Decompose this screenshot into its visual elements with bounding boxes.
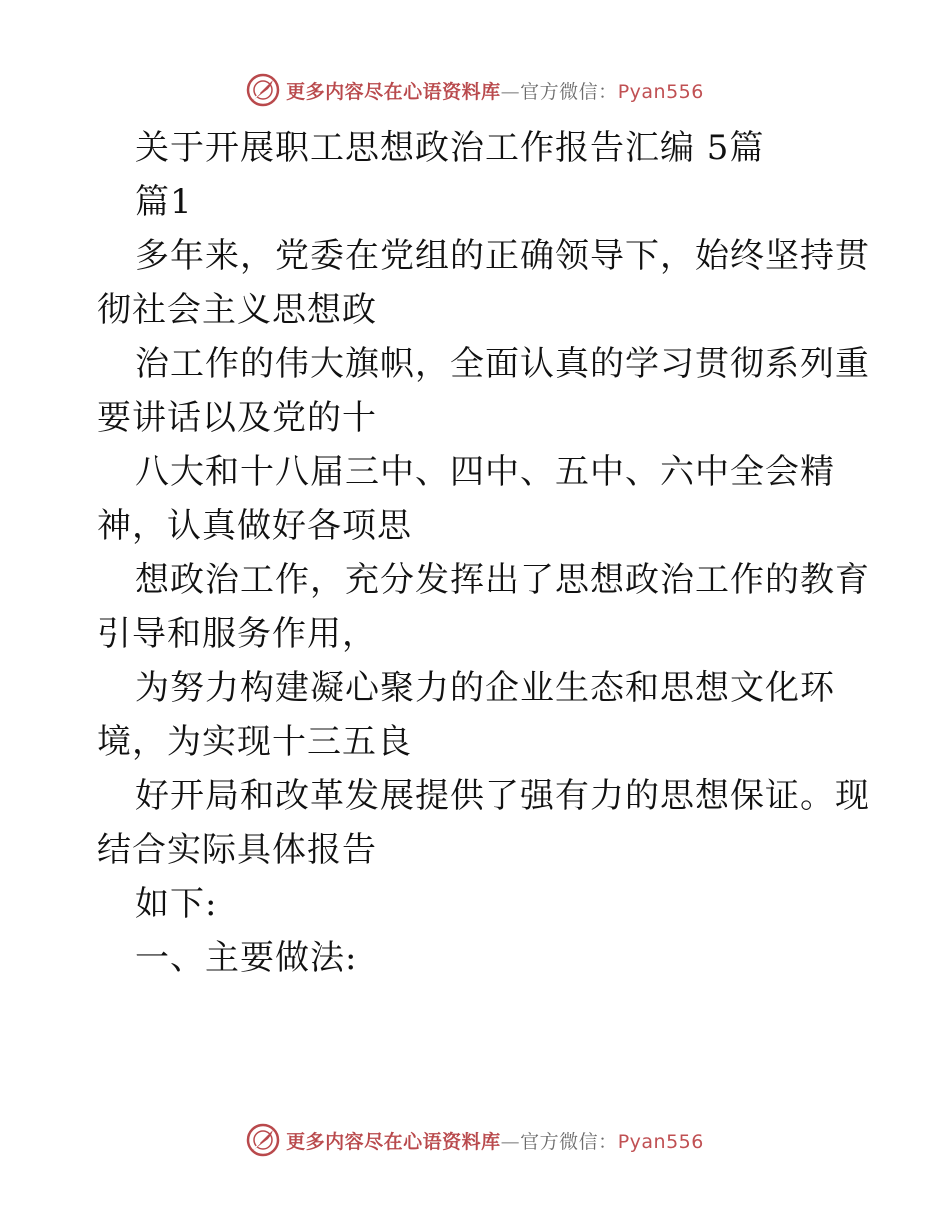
watermark-dash: —	[500, 1130, 521, 1153]
paragraph-line: 境，为实现十三五良	[97, 722, 412, 762]
paragraph-line: 多年来，党委在党组的正确领导下，始终坚持贯	[135, 236, 870, 276]
watermark-official-label: 官方微信：	[520, 80, 618, 103]
paragraph-line: 要讲话以及党的十	[97, 398, 377, 438]
paragraph-line: 治工作的伟大旗帜，全面认真的学习贯彻系列重	[135, 344, 870, 384]
paragraph-line: 好开局和改革发展提供了强有力的思想保证。现	[135, 776, 870, 816]
watermark-text	[286, 1127, 704, 1154]
paragraph-line: 神，认真做好各项思	[97, 506, 412, 546]
paragraph-line: 想政治工作，充分发挥出了思想政治工作的教育	[135, 560, 870, 600]
watermark-brand: 更多内容尽在心语资料库	[286, 1130, 501, 1153]
section-subheading: 一、主要做法:	[135, 938, 358, 978]
watermark-wechat-id: Pyan556	[617, 80, 704, 103]
document-body	[97, 121, 870, 985]
quill-logo-icon	[246, 73, 280, 107]
quill-logo-icon	[246, 1123, 280, 1157]
paragraph-line: 如下:	[135, 884, 218, 924]
watermark-text	[286, 77, 704, 104]
watermark-wechat-id: Pyan556	[617, 1130, 704, 1153]
section-heading: 篇1	[135, 182, 193, 222]
watermark-brand: 更多内容尽在心语资料库	[286, 80, 501, 103]
paragraph-line: 结合实际具体报告	[97, 830, 377, 870]
footer-watermark	[0, 1120, 950, 1160]
paragraph-line: 引导和服务作用，	[97, 614, 377, 654]
paragraph-line: 彻社会主义思想政	[97, 290, 377, 330]
paragraph-line: 为努力构建凝心聚力的企业生态和思想文化环	[135, 668, 835, 708]
header-watermark	[0, 70, 950, 110]
paragraph-line: 八大和十八届三中、四中、五中、六中全会精	[135, 452, 835, 492]
document-title: 关于开展职工思想政治工作报告汇编 5篇	[135, 128, 765, 168]
watermark-dash: —	[500, 80, 521, 103]
watermark-official-label: 官方微信：	[520, 1130, 618, 1153]
